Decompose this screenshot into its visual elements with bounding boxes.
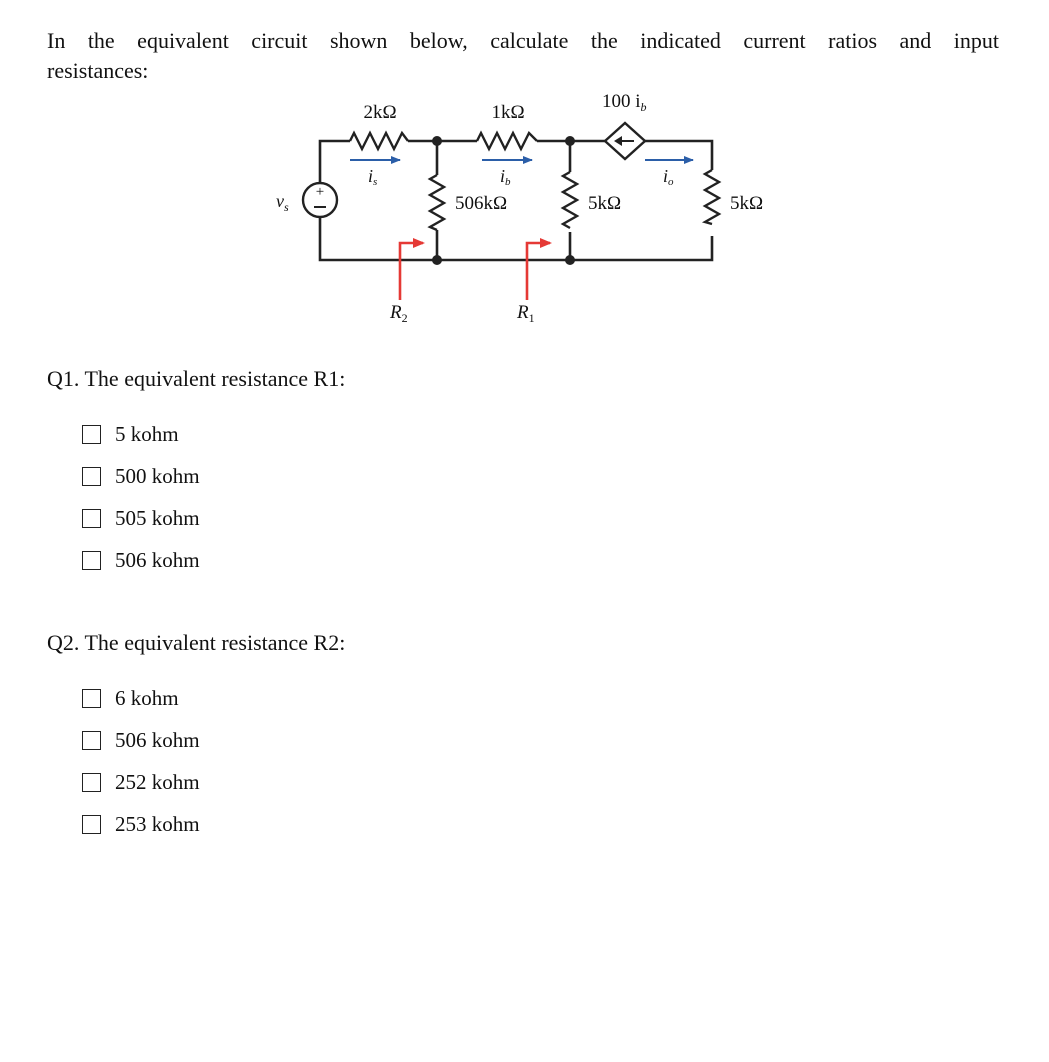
checkbox[interactable] bbox=[82, 551, 101, 570]
junction-dot bbox=[432, 255, 442, 265]
checkbox[interactable] bbox=[82, 509, 101, 528]
dependent-current-source bbox=[605, 123, 645, 159]
junction-dot bbox=[565, 255, 575, 265]
label-5k-shunt: 5kΩ bbox=[588, 193, 622, 214]
option-label: 505 kohm bbox=[115, 505, 200, 530]
label-506k: 506kΩ bbox=[455, 193, 508, 214]
label-1k: 1kΩ bbox=[491, 102, 525, 123]
option-label: 506 kohm bbox=[115, 727, 200, 752]
q1-option[interactable] bbox=[82, 455, 200, 497]
resistor-1k bbox=[477, 133, 537, 149]
r1-label: $R_1$ bbox=[517, 302, 535, 325]
voltage-source bbox=[303, 183, 337, 217]
checkbox[interactable] bbox=[82, 815, 101, 834]
source-label: $v_s$ bbox=[276, 191, 289, 214]
q1-question: Q1. The equivalent resistance R1: bbox=[47, 366, 346, 391]
checkbox[interactable] bbox=[82, 773, 101, 792]
option-label: 6 kohm bbox=[115, 685, 179, 710]
q2-question: Q2. The equivalent resistance R2: bbox=[47, 630, 346, 655]
r2-label: $R_2$ bbox=[390, 302, 408, 325]
label-5k-load: 5kΩ bbox=[730, 193, 764, 214]
option-label: 252 kohm bbox=[115, 769, 200, 794]
svg-text:+: + bbox=[315, 184, 325, 200]
q2-option[interactable] bbox=[82, 803, 200, 845]
current-label-io: io bbox=[663, 166, 674, 188]
q2-option[interactable] bbox=[82, 677, 200, 719]
option-label: 506 kohm bbox=[115, 547, 200, 572]
q2-option[interactable] bbox=[82, 719, 200, 761]
option-label: 500 kohm bbox=[115, 463, 200, 488]
q2-option[interactable] bbox=[82, 761, 200, 803]
checkbox[interactable] bbox=[82, 689, 101, 708]
problem-statement-line2: resistances: bbox=[47, 58, 149, 83]
junction-dot bbox=[565, 136, 575, 146]
label-2k: 2kΩ bbox=[363, 102, 397, 123]
current-label-is: is bbox=[368, 166, 378, 188]
resistor-506k bbox=[430, 175, 444, 230]
q1-option[interactable] bbox=[82, 497, 200, 539]
checkbox[interactable] bbox=[82, 731, 101, 750]
option-label: 253 kohm bbox=[115, 811, 200, 836]
r1-probe-arrow bbox=[527, 243, 550, 300]
option-label: 5 kohm bbox=[115, 421, 179, 446]
resistor-5k-load bbox=[705, 170, 719, 224]
problem-statement-line1: In the equivalent circuit shown below, calculate the indicated current ratios and input bbox=[47, 28, 999, 53]
circuit-diagram bbox=[0, 80, 800, 330]
checkbox[interactable] bbox=[82, 425, 101, 444]
q2-options bbox=[82, 677, 200, 845]
current-label-ib: ib bbox=[500, 166, 511, 188]
problem-statement bbox=[47, 26, 999, 86]
junction-dot bbox=[432, 136, 442, 146]
r2-probe-arrow bbox=[400, 243, 423, 300]
q1-options bbox=[82, 413, 200, 581]
wires bbox=[320, 141, 712, 260]
q1-option[interactable] bbox=[82, 539, 200, 581]
label-dep-source: 100 $i_b$ bbox=[602, 91, 647, 114]
resistor-5k-shunt bbox=[563, 172, 577, 228]
checkbox[interactable] bbox=[82, 467, 101, 486]
resistor-2k bbox=[350, 133, 408, 149]
q1-option[interactable] bbox=[82, 413, 200, 455]
